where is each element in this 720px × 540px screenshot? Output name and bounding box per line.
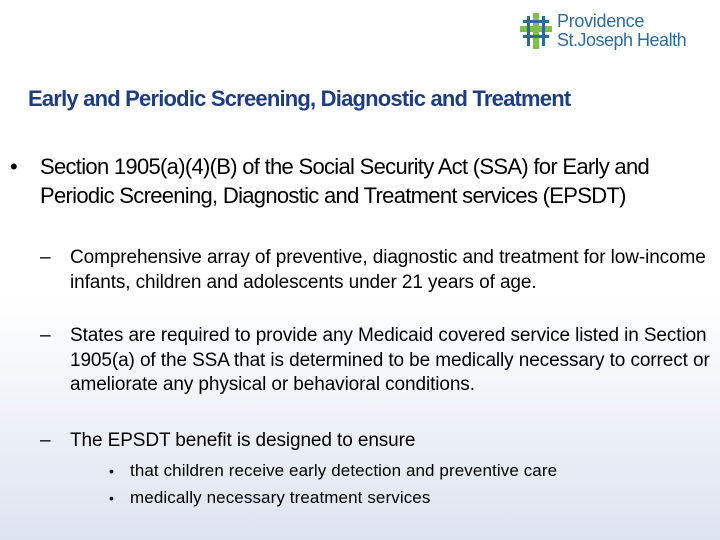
bullet-text: Section 1905(a)(4)(B) of the Social Security Act (SSA) for Early and Periodic Screening, Diagnostic and Treatment services (EPSDT) [40,154,650,208]
cross-logo-icon [520,13,552,49]
bullet-dot-icon: • [109,463,115,479]
sub-sub-bullet-text: that children receive early detection and preventive care [130,461,558,480]
dash-icon: – [40,430,51,451]
slide-title: Early and Periodic Screening, Diagnostic and Treatment [28,86,571,111]
sub-bullet-text: States are required to provide any Medicaid covered service listed in Section 1905(a) of the SSA that is determined to be medically necessary to correct or ameliorate any physical or behavioral conditions. [70,325,710,395]
sub-sub-bullet-item [109,460,690,482]
logo-line-1: Providence [557,11,645,31]
dash-icon: – [40,247,51,268]
sub-sub-bullet-item [109,487,690,509]
sub-bullet-text: Comprehensive array of preventive, diagnostic and treatment for low-income infants, children and adolescents under 21 years of age. [70,247,706,293]
sub-sub-bullet-text: medically necessary treatment services [130,488,431,507]
sub-bullet-item [40,324,710,398]
providence-logo [520,12,686,49]
sub-bullet-text: The EPSDT benefit is designed to ensure [70,430,416,451]
logo-line-2: St.Joseph Health [557,30,687,50]
bullet-dot-icon: • [109,490,115,506]
sub-bullet-item [40,429,710,454]
sub-bullet-item [40,246,710,295]
bullet-item [10,152,660,210]
dash-icon: – [40,325,51,346]
bullet-dot-icon: • [10,154,18,179]
